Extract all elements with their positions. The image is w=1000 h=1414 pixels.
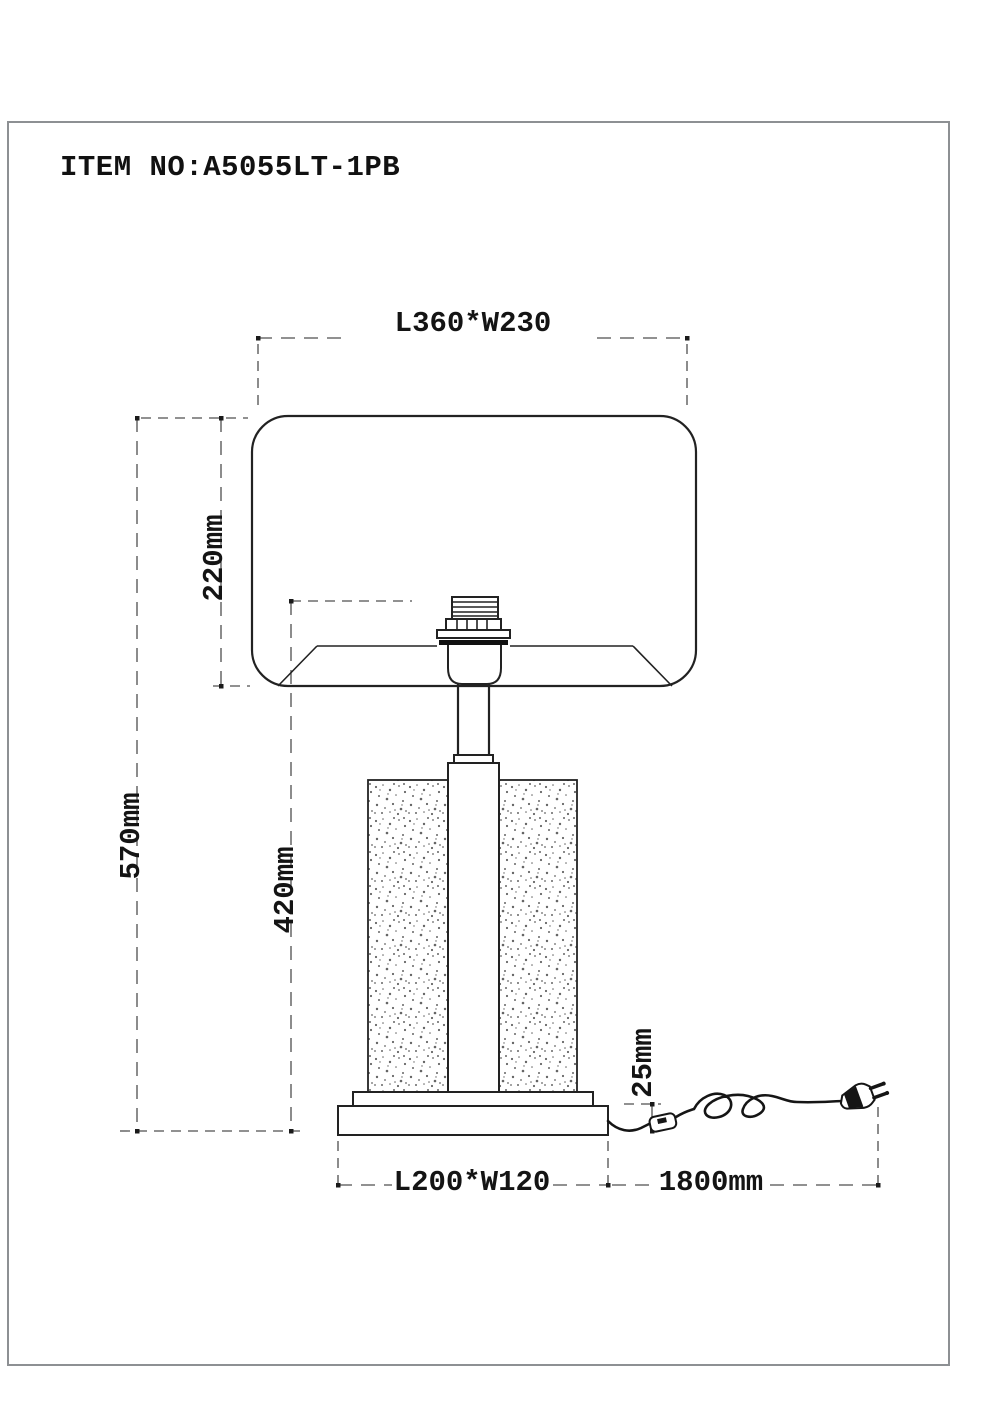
- total-height-label: 570mm: [115, 792, 148, 880]
- stem-collar: [454, 755, 493, 763]
- stand-height-label: 420mm: [269, 846, 302, 934]
- stem-neck: [458, 685, 489, 755]
- plinth-height-label: 25mm: [627, 1028, 660, 1098]
- socket-ring: [446, 619, 501, 630]
- shade-width-ext-lines: [258, 344, 687, 412]
- cord-length-label: 1800mm: [658, 1166, 764, 1199]
- shade-height-label: 220mm: [198, 514, 231, 602]
- socket-cup: [448, 642, 501, 684]
- pedestal-plinth: [338, 1106, 608, 1135]
- pedestal-upper-tier: [353, 1092, 593, 1106]
- inline-switch: [649, 1112, 678, 1132]
- shade-size-label: L360*W230: [394, 307, 552, 340]
- socket-flange: [437, 630, 510, 638]
- lamp-socket: [437, 597, 510, 763]
- center-column: [448, 763, 499, 1092]
- cord-loop: [676, 1094, 845, 1118]
- base-size-label: L200*W120: [393, 1166, 551, 1199]
- power-plug: [837, 1075, 891, 1115]
- cord-from-base: [608, 1121, 651, 1131]
- socket-seat-band: [439, 640, 508, 645]
- item-number-label: ITEM NO:A5055LT-1PB: [60, 151, 401, 184]
